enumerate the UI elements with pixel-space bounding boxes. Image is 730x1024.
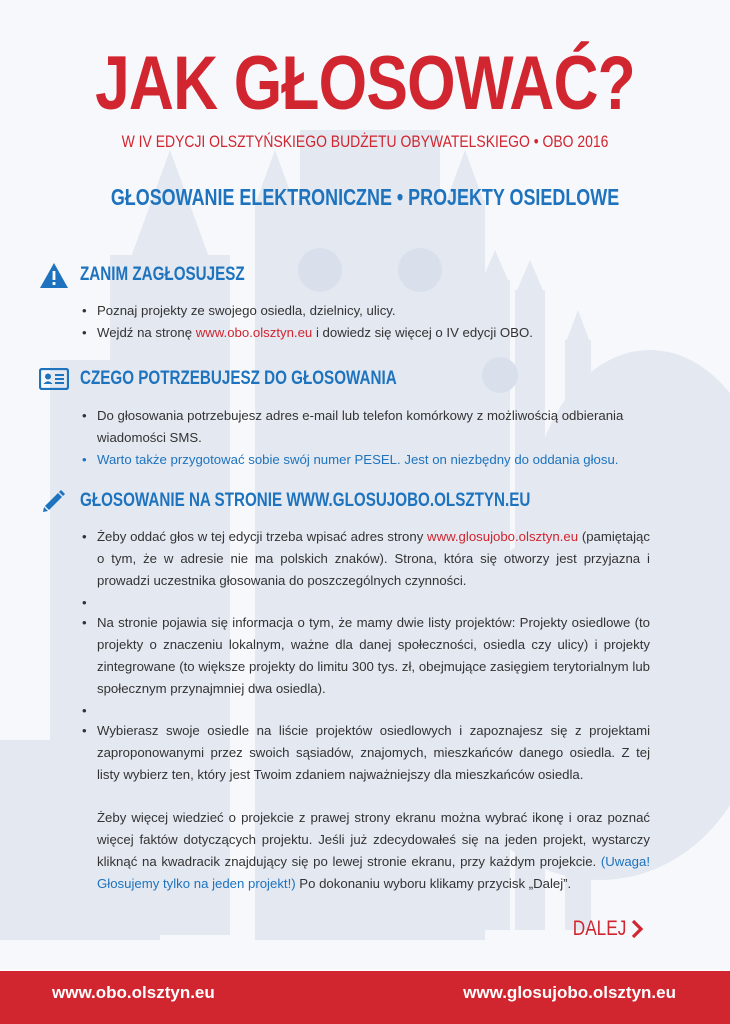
next-label: DALEJ bbox=[572, 917, 626, 940]
footer-obo-link[interactable]: www.obo.olsztyn.eu bbox=[52, 983, 215, 1002]
list-item: • Warto także przygotować sobie swój numer PESEL. Jest on niezbędny do oddania głosu. bbox=[80, 449, 650, 471]
list-item: • Wybierasz swoje osiedle na liście projektów osiedlowych i zapoznajesz się z projektami zaproponowanymi przez swoich sąsiadów, znajomych, mieszkańców danego osiedla. Z tej listy wybierz ten, który jest Twoim zdaniem najważniejszy dla mieszkańców osiedla. bbox=[80, 720, 650, 786]
id-card-icon bbox=[38, 365, 70, 393]
page-title: JAK GŁOSOWAĆ? bbox=[95, 41, 635, 126]
warning-icon bbox=[38, 261, 70, 289]
list-item-text: Żeby oddać głos w tej edycji trzeba wpisać adres strony bbox=[97, 529, 428, 544]
section-requirements-header bbox=[38, 364, 476, 394]
section-requirements-list bbox=[80, 405, 650, 471]
paragraph-text: Po dokonaniu wyboru klikamy przycisk „Dalej”. bbox=[295, 876, 572, 891]
spacer bbox=[80, 700, 650, 720]
footer-bar bbox=[0, 971, 730, 1024]
section-voting-website-list bbox=[80, 526, 650, 786]
section-requirements-title: CZEGO POTRZEBUJESZ DO GŁOSOWANIA bbox=[80, 368, 397, 389]
list-item: • Na stronie pojawia się informacja o tym, że mamy dwie listy projektów: Projekty osiedlowe (to projekty o znaczeniu lokalnym, ważne dla danej społeczności, osiedla czy ulicy) i projekty zintegrowane (to większe projekty do limitu 300 tys. zł, obejmujące zasięgiem terytorialnym lub społecznym przynajmniej dwa osiedla). bbox=[80, 612, 650, 700]
list-item bbox=[80, 526, 650, 592]
glosujobo-website-link[interactable]: www.glosujobo.olsztyn.eu bbox=[427, 529, 579, 544]
obo-website-link[interactable]: www.obo.olsztyn.eu bbox=[195, 325, 313, 340]
next-button[interactable] bbox=[561, 917, 644, 941]
one-project-warning: (Uwaga! Głosujemy tylko na jeden projekt!) bbox=[97, 854, 650, 891]
list-item: • Do głosowania potrzebujesz adres e-mail lub telefon komórkowy z możliwością odbierania wiadomości SMS. bbox=[80, 405, 650, 449]
voting-instructions-paragraph bbox=[80, 807, 650, 895]
footer-glosujobo-link[interactable]: www.glosujobo.olsztyn.eu bbox=[463, 983, 676, 1002]
spacer bbox=[80, 592, 650, 612]
list-item-text: i dowiedz się więcej o IV edycji OBO. bbox=[312, 325, 533, 340]
paragraph-text: Żeby więcej wiedzieć o projekcie z prawej strony ekranu można wybrać ikonę i oraz poznać więcej faktów dotyczących projektu. Jeśli już zdecydowałeś się na jeden projekt, wystarczy kliknąć na kwadracik znajdujący się po lewej stronie ekranu, przy każdym projekcie. bbox=[97, 810, 650, 869]
list-item-text: (pamiętając o tym, że w adresie nie ma polskich znaków). Strona, która się otworzy jest przyjazna i prowadzi uczestnika głosowania do poszczególnych czynności. bbox=[97, 529, 650, 588]
section-heading: GŁOSOWANIE ELEKTRONICZNE • PROJEKTY OSIEDLOWE bbox=[110, 184, 620, 210]
list-item-text: Wejdź na stronę bbox=[97, 325, 196, 340]
section-voting-website-title: GŁOSOWANIE NA STRONIE WWW.GLOSUJOBO.OLSZTYN.EU bbox=[80, 490, 531, 511]
section-before-voting-header bbox=[38, 260, 286, 290]
list-item bbox=[80, 322, 650, 344]
section-voting-website-header bbox=[38, 486, 643, 516]
section-before-voting-title: ZANIM ZAGŁOSUJESZ bbox=[80, 264, 245, 285]
list-item: • Poznaj projekty ze swojego osiedla, dzielnicy, ulicy. bbox=[80, 300, 650, 322]
page-subtitle: W IV EDYCJI OLSZTYŃSKIEGO BUDŻETU OBYWATELSKIEGO • OBO 2016 bbox=[121, 132, 609, 151]
section-before-voting-list bbox=[80, 300, 650, 344]
pencil-icon bbox=[38, 487, 70, 515]
chevron-right-icon bbox=[630, 919, 644, 939]
